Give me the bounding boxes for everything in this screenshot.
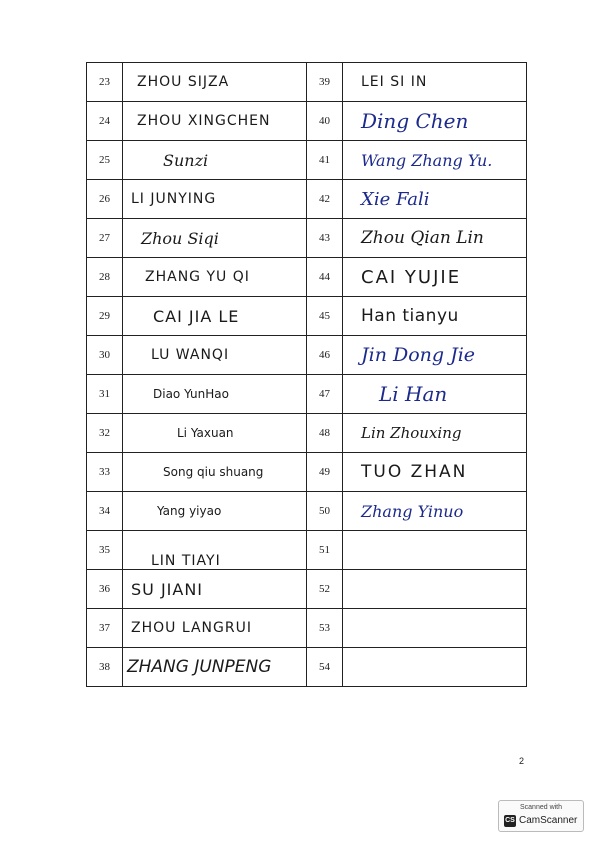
row-number-right: 46 [307,336,343,375]
name-cell-right [343,609,527,648]
row-number-right: 48 [307,414,343,453]
scanner-watermark [498,800,584,832]
row-number-right: 42 [307,180,343,219]
table-row [87,648,527,687]
row-number-left: 33 [87,453,123,492]
signature-name: Jin Dong Jie [361,344,476,366]
signature-name: LI JUNYING [131,191,217,207]
name-cell-right [343,141,527,180]
name-cell-right [343,492,527,531]
signature-name: TUO ZHAN [361,462,468,482]
camscanner-logo-icon: CS [504,815,516,827]
name-cell-left [123,258,307,297]
row-number-right: 44 [307,258,343,297]
row-number-right: 41 [307,141,343,180]
table-row [87,258,527,297]
name-cell-right [343,336,527,375]
watermark-caption: Scanned with [519,804,563,811]
name-cell-right [343,297,527,336]
page-number: 2 [519,756,525,766]
name-cell-left [123,141,307,180]
row-number-left: 29 [87,297,123,336]
row-number-right: 54 [307,648,343,687]
signature-name: Xie Fali [361,188,430,210]
signature-name: LEI SI IN [361,74,428,90]
row-number-left: 23 [87,63,123,102]
row-number-right: 49 [307,453,343,492]
row-number-right: 43 [307,219,343,258]
signature-name: ZHOU SIJZA [137,74,230,90]
name-cell-left [123,336,307,375]
row-number-right: 40 [307,102,343,141]
name-cell-left [123,453,307,492]
signature-name: ZHANG YU QI [145,269,250,285]
row-number-right: 47 [307,375,343,414]
signature-name: ZHOU XINGCHEN [137,113,271,129]
row-number-left: 34 [87,492,123,531]
name-cell-left [123,531,307,570]
name-cell-right [343,648,527,687]
signature-name: ZHOU LANGRUI [131,620,252,636]
signature-name: Li Han [379,382,448,406]
table-row [87,141,527,180]
signature-name: LIN TIAYI [151,553,221,569]
row-number-left: 31 [87,375,123,414]
row-number-left: 32 [87,414,123,453]
name-cell-left [123,414,307,453]
name-cell-right [343,453,527,492]
row-number-left: 30 [87,336,123,375]
row-number-right: 51 [307,531,343,570]
name-cell-right [343,570,527,609]
row-number-right: 52 [307,570,343,609]
row-number-left: 35 [87,531,123,570]
name-cell-left [123,375,307,414]
signature-name: Lin Zhouxing [361,424,462,442]
row-number-right: 45 [307,297,343,336]
signature-name: Han tianyu [361,306,459,326]
table-row [87,219,527,258]
signature-name: Zhou Siqi [141,228,219,248]
row-number-left: 27 [87,219,123,258]
row-number-left: 28 [87,258,123,297]
table-row [87,180,527,219]
row-number-left: 24 [87,102,123,141]
signature-name: Zhou Qian Lin [361,228,484,248]
signature-name: CAI JIA LE [153,306,240,326]
name-cell-right [343,102,527,141]
table-row [87,297,527,336]
signature-name: Diao YunHao [153,387,229,401]
table-row [87,63,527,102]
row-number-left: 25 [87,141,123,180]
signature-name: ZHANG JUNPENG [127,657,272,677]
row-number-right: 53 [307,609,343,648]
table-row [87,102,527,141]
name-cell-left [123,570,307,609]
row-number-right: 50 [307,492,343,531]
table-row [87,492,527,531]
signature-name: Zhang Yinuo [361,501,464,521]
signature-name: LU WANQI [151,347,230,363]
name-cell-left [123,492,307,531]
signature-name: Sunzi [163,150,209,170]
name-cell-left [123,609,307,648]
name-cell-left [123,648,307,687]
table-row [87,414,527,453]
name-cell-right [343,531,527,570]
table-row [87,375,527,414]
signature-name: Li Yaxuan [177,426,234,440]
name-cell-right [343,258,527,297]
table-row [87,531,527,570]
name-cell-left [123,219,307,258]
name-cell-right [343,414,527,453]
row-number-left: 37 [87,609,123,648]
signature-name: Yang yiyao [157,504,222,518]
name-cell-right [343,180,527,219]
name-cell-left [123,102,307,141]
table-row [87,336,527,375]
signature-name: SU JIANI [131,579,204,599]
table-row [87,609,527,648]
attendance-table [86,62,527,687]
name-cell-right [343,375,527,414]
signature-name: Song qiu shuang [163,465,264,479]
watermark-brand: CamScanner [519,815,578,826]
name-cell-right [343,219,527,258]
signature-name: Wang Zhang Yu. [361,150,493,170]
signature-name: CAI YUJIE [361,266,462,288]
name-cell-left [123,180,307,219]
row-number-right: 39 [307,63,343,102]
name-cell-right [343,63,527,102]
table-row [87,453,527,492]
signature-name: Ding Chen [361,109,469,133]
table-row [87,570,527,609]
name-cell-left [123,63,307,102]
row-number-left: 26 [87,180,123,219]
row-number-left: 38 [87,648,123,687]
name-cell-left [123,297,307,336]
row-number-left: 36 [87,570,123,609]
